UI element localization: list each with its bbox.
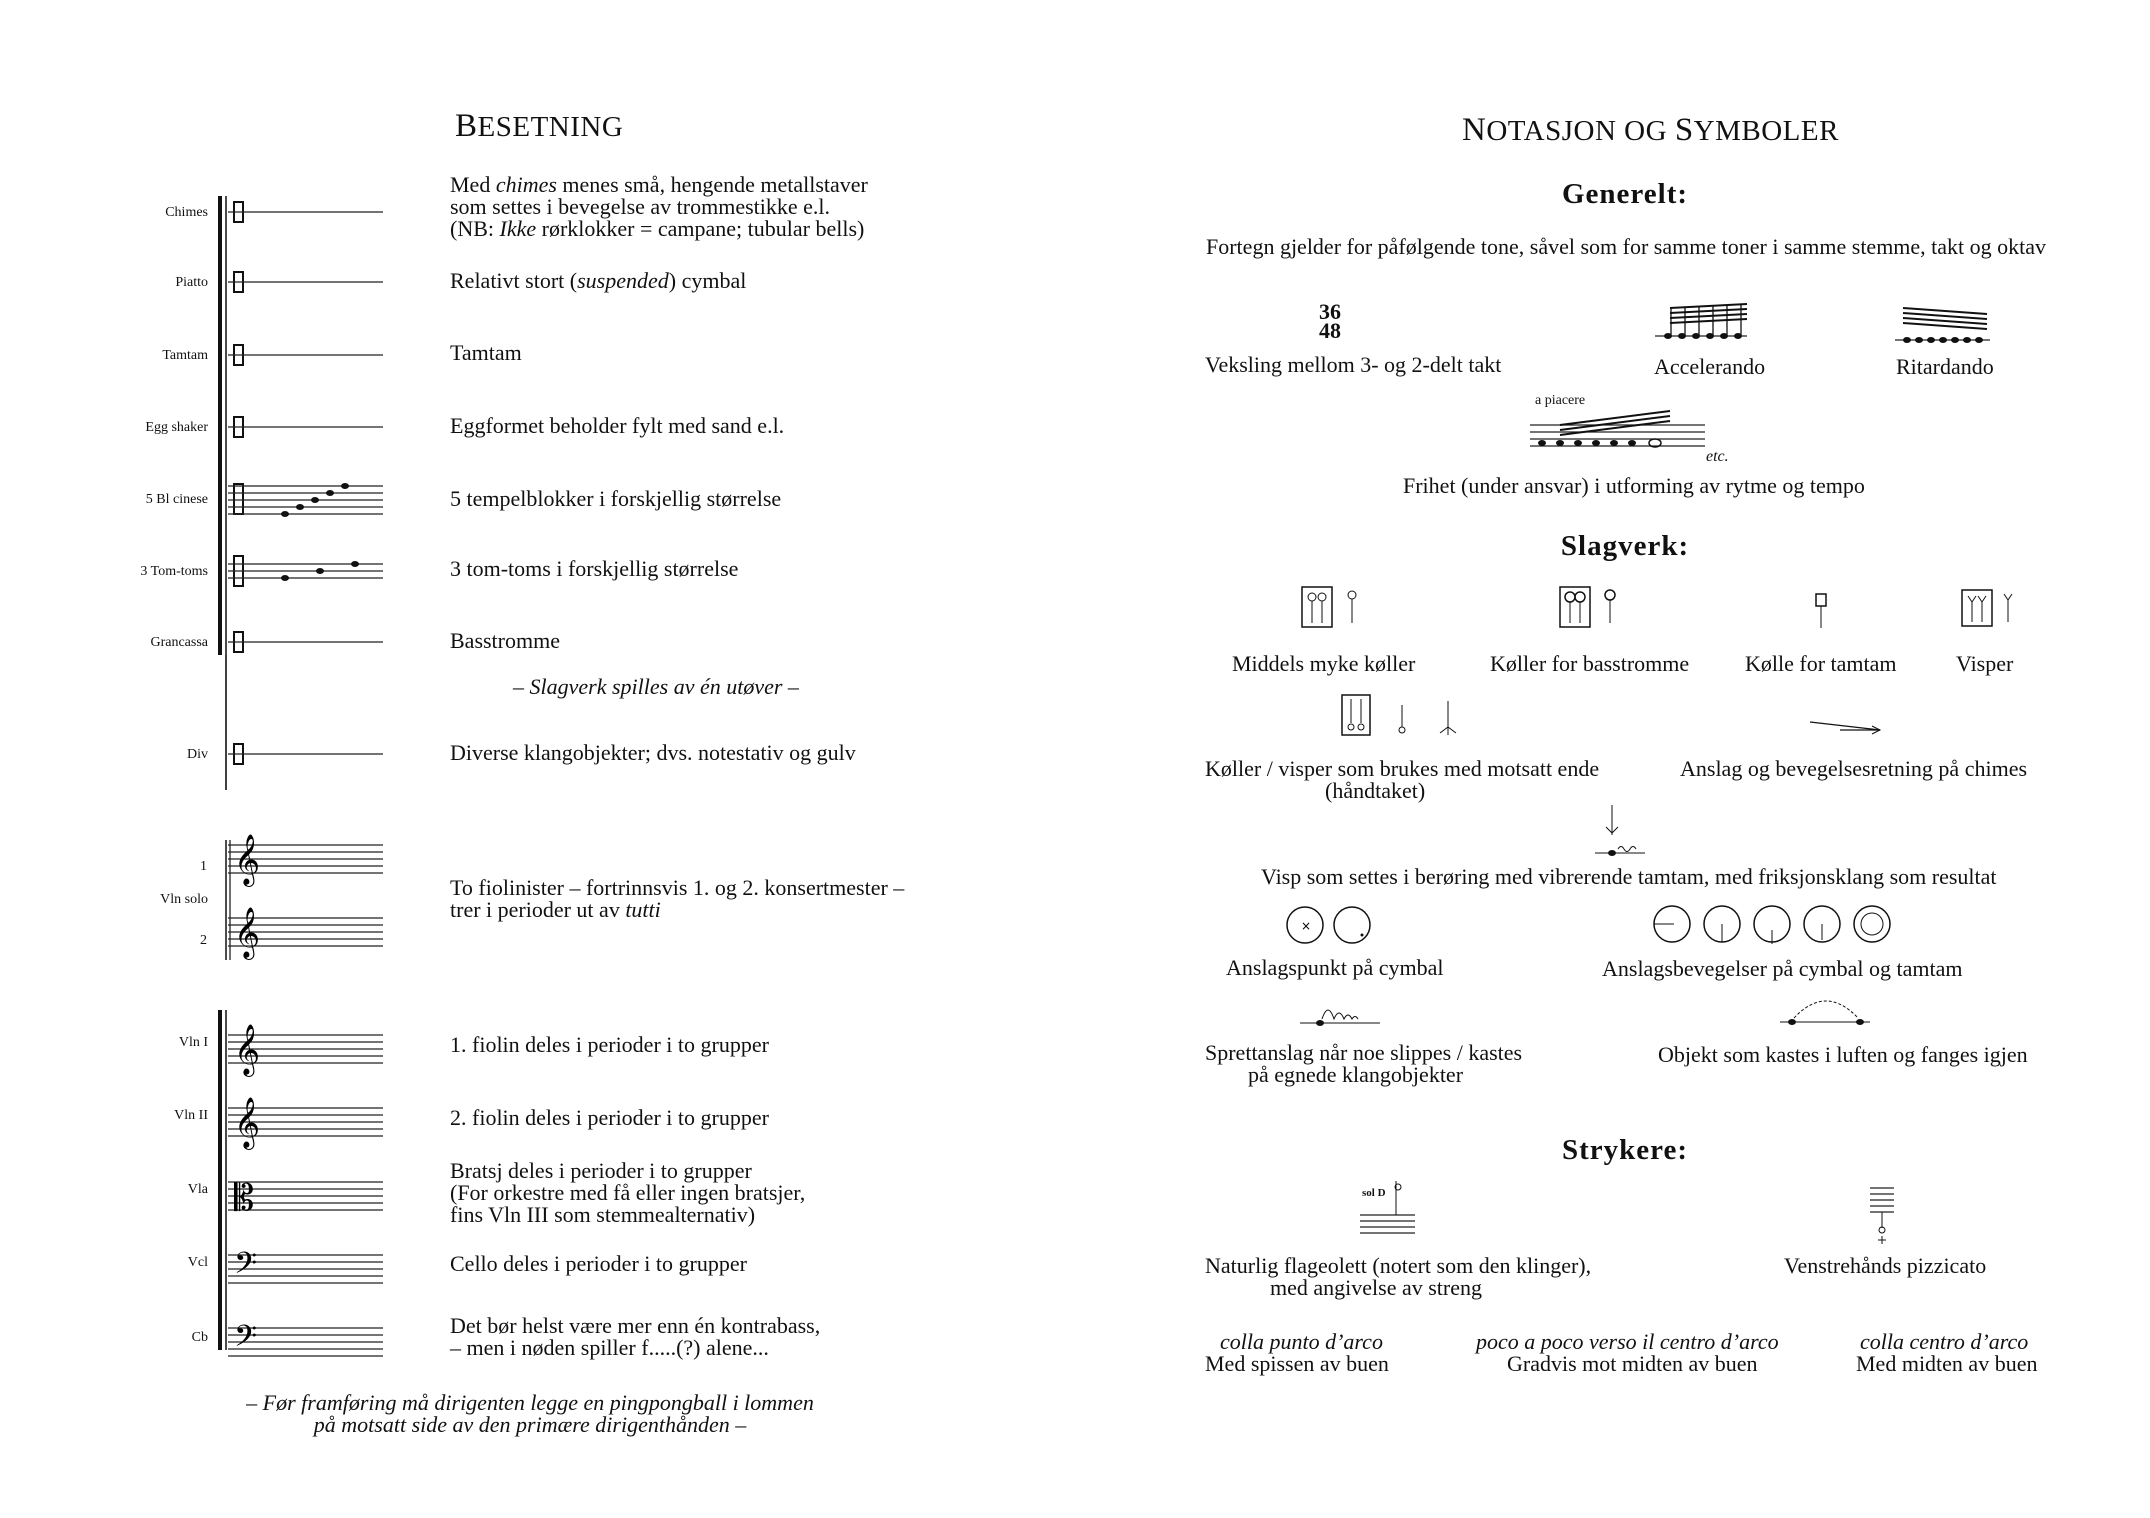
label-kolle-tamtam: Kølle for tamtam <box>1745 651 1897 676</box>
heading-strykere: Strykere: <box>1561 1134 1689 1166</box>
bow-poco-text: Gradvis mot midten av buen <box>1507 1351 1758 1376</box>
footer-note-line2: på motsatt side av den primære dirigenthånden – <box>313 1412 747 1437</box>
tamtam-mallet-icon <box>1808 592 1838 632</box>
desc-piatto: Relativt stort (suspended) cymbal <box>450 268 747 293</box>
staff-egg-shaker <box>228 415 388 440</box>
label-visper: Visper <box>1956 651 2014 676</box>
desc-vln-solo-line1: To fiolinister – fortrinnsvis 1. og 2. konsertmester – <box>450 875 905 900</box>
desc-grancassa: Basstromme <box>450 628 560 653</box>
label-sprettanslag-line1: Sprettanslag når noe slippes / kastes <box>1205 1040 1523 1065</box>
bow-centro-text: Med midten av buen <box>1856 1351 2038 1376</box>
throw-catch-icon <box>1780 992 1880 1032</box>
reversed-mallets-icon <box>1340 693 1460 743</box>
svg-text:𝄢: 𝄢 <box>234 1320 258 1361</box>
label-accelerando: Accelerando <box>1654 354 1766 379</box>
label-grancassa: Grancassa <box>150 635 208 650</box>
vln-solo-num-2: 2 <box>200 933 207 948</box>
staff-div <box>228 742 388 767</box>
label-cb: Cb <box>191 1330 208 1345</box>
staff-chimes <box>228 200 388 225</box>
label-koller-motsatt-line2: (håndtaket) <box>1325 778 1426 803</box>
brush-on-tamtam-icon <box>1590 805 1650 860</box>
bow-punto-italic: colla punto d’arco <box>1220 1329 1383 1354</box>
label-vln-solo: Vln solo <box>160 892 208 907</box>
label-flageolett-line1: Naturlig flageolett (notert som den klinger), <box>1205 1253 1592 1278</box>
staff-tamtam <box>228 343 388 368</box>
percussion-note: – Slagverk spilles av én utøver – <box>513 674 799 699</box>
label-egg-shaker: Egg shaker <box>145 420 208 435</box>
desc-chimes-line2: som settes i bevegelse av trommestikke e.l. <box>450 194 831 219</box>
ritardando-icon <box>1895 306 1995 346</box>
soft-mallets-icon <box>1300 585 1380 635</box>
bow-centro-italic: colla centro d’arco <box>1860 1329 2029 1354</box>
a-piacere-label: a piacere <box>1535 393 1586 408</box>
staff-3-tom-toms <box>228 552 388 592</box>
page-title-besetning: BESETNING <box>455 108 624 144</box>
bow-punto-text: Med spissen av buen <box>1205 1351 1389 1376</box>
label-vla: Vla <box>187 1182 208 1197</box>
time-signature-icon: 36 48 <box>1319 299 1341 343</box>
label-flageolett-line2: med angivelse av streng <box>1270 1275 1482 1300</box>
desc-vcl: Cello deles i perioder i to grupper <box>450 1251 747 1276</box>
desc-cb-line2: – men i nøden spiller f.....(?) alene... <box>450 1335 769 1360</box>
desc-vla-line2: (For orkestre med få eller ingen bratsjer, <box>450 1180 806 1205</box>
label-tamtam: Tamtam <box>162 348 208 363</box>
desc-chimes-line1: Med chimes menes små, hengende metallstaver <box>450 172 868 197</box>
bounce-stroke-icon <box>1300 995 1390 1030</box>
heading-slagverk: Slagverk: <box>1560 530 1690 562</box>
staff-vcl <box>228 1245 388 1290</box>
desc-vln-1: 1. fiolin deles i perioder i to grupper <box>450 1032 769 1057</box>
generelt-intro: Fortegn gjelder for påfølgende tone, såvel som for samme toner i samme stemme, takt og oktav <box>1206 234 2047 259</box>
sol-d-label: sol D <box>1362 1187 1386 1199</box>
label-vln-1: Vln I <box>178 1035 208 1050</box>
label-div: Div <box>187 747 208 762</box>
label-pizzicato: Venstrehånds pizzicato <box>1784 1253 1987 1278</box>
label-visp-tamtam: Visp som settes i berøring med vibrerende tamtam, med friksjonsklang som resultat <box>1261 864 1997 889</box>
staff-vln-2 <box>228 1097 388 1148</box>
label-koller-motsatt-line1: Køller / visper som brukes med motsatt ende <box>1205 756 1600 781</box>
svg-text:𝄞: 𝄞 <box>234 907 261 958</box>
label-5-bl-cinese: 5 Bl cinese <box>145 492 208 507</box>
staff-piatto <box>228 270 388 295</box>
label-ritardando: Ritardando <box>1896 354 1994 379</box>
heading-generelt: Generelt: <box>1561 178 1689 210</box>
staff-vln-solo <box>228 834 388 970</box>
svg-text:𝄡: 𝄡 <box>234 1178 255 1219</box>
bow-poco-italic: poco a poco verso il centro d’arco <box>1476 1329 1779 1354</box>
svg-text:×: × <box>1301 919 1312 933</box>
chimes-stroke-icon <box>1810 716 1890 736</box>
svg-text:𝄞: 𝄞 <box>234 1024 261 1075</box>
desc-5-bl-cinese: 5 tempelblokker i forskjellig størrelse <box>450 486 782 511</box>
staff-vla <box>228 1172 388 1217</box>
etc-label: etc. <box>1706 448 1729 465</box>
label-sprettanslag-line2: på egnede klangobjekter <box>1248 1062 1464 1087</box>
cymbal-strike-point-icon <box>1285 903 1385 948</box>
label-chimes: Chimes <box>165 205 208 220</box>
desc-3-tom-toms: 3 tom-toms i forskjellig størrelse <box>450 556 739 581</box>
bass-drum-mallets-icon <box>1558 585 1638 635</box>
desc-vla-line3: fins Vln III som stemmealternativ) <box>450 1202 756 1227</box>
label-anslagspunkt: Anslagspunkt på cymbal <box>1226 955 1444 980</box>
label-koller-basstromme: Køller for basstromme <box>1490 651 1690 676</box>
label-anslag-chimes: Anslag og bevegelsesretning på chimes <box>1680 756 2028 781</box>
a-piacere-icon <box>1530 405 1730 455</box>
staff-vln-1 <box>228 1024 388 1075</box>
desc-vln-solo-line2: trer i perioder ut av tutti <box>450 897 661 922</box>
strike-motions-icon <box>1652 900 1892 948</box>
staff-grancassa <box>228 630 388 655</box>
footer-note-line1: – Før framføring må dirigenten legge en pingpongball i lommen <box>246 1390 814 1415</box>
staff-5-bl-cinese <box>228 480 388 520</box>
svg-text:𝄞: 𝄞 <box>234 834 261 885</box>
label-piatto: Piatto <box>175 275 208 290</box>
accelerando-icon <box>1655 302 1750 342</box>
desc-div: Diverse klangobjekter; dvs. notestativ og gulv <box>450 740 856 765</box>
svg-text:𝄢: 𝄢 <box>234 1247 258 1288</box>
brushes-icon <box>1960 588 2030 633</box>
desc-vla-line1: Bratsj deles i perioder i to grupper <box>450 1158 752 1183</box>
label-anslagsbevegelser: Anslagsbevegelser på cymbal og tamtam <box>1602 956 1963 981</box>
label-3-tom-toms: 3 Tom-toms <box>140 564 208 579</box>
page-title-notasjon: NOTASJON OG SYMBOLER <box>1462 112 1839 148</box>
label-vln-2: Vln II <box>174 1108 208 1123</box>
label-middels-myke: Middels myke køller <box>1232 651 1416 676</box>
left-hand-pizz-icon <box>1868 1180 1898 1250</box>
desc-egg-shaker: Eggformet beholder fylt med sand e.l. <box>450 413 785 438</box>
label-frihet: Frihet (under ansvar) i utforming av rytme og tempo <box>1403 473 1865 498</box>
label-vcl: Vcl <box>187 1255 208 1270</box>
label-objekt-kastes: Objekt som kastes i luften og fanges igjen <box>1658 1042 2028 1067</box>
staff-cb <box>228 1318 388 1363</box>
desc-chimes-line3: (NB: Ikke rørklokker = campane; tubular bells) <box>450 216 865 241</box>
label-veksling: Veksling mellom 3- og 2-delt takt <box>1205 352 1502 377</box>
svg-text:𝄞: 𝄞 <box>234 1097 261 1148</box>
desc-tamtam: Tamtam <box>450 340 522 365</box>
vln-solo-num-1: 1 <box>200 859 207 874</box>
desc-vln-2: 2. fiolin deles i perioder i to grupper <box>450 1105 769 1130</box>
desc-cb-line1: Det bør helst være mer enn én kontrabass, <box>450 1313 821 1338</box>
